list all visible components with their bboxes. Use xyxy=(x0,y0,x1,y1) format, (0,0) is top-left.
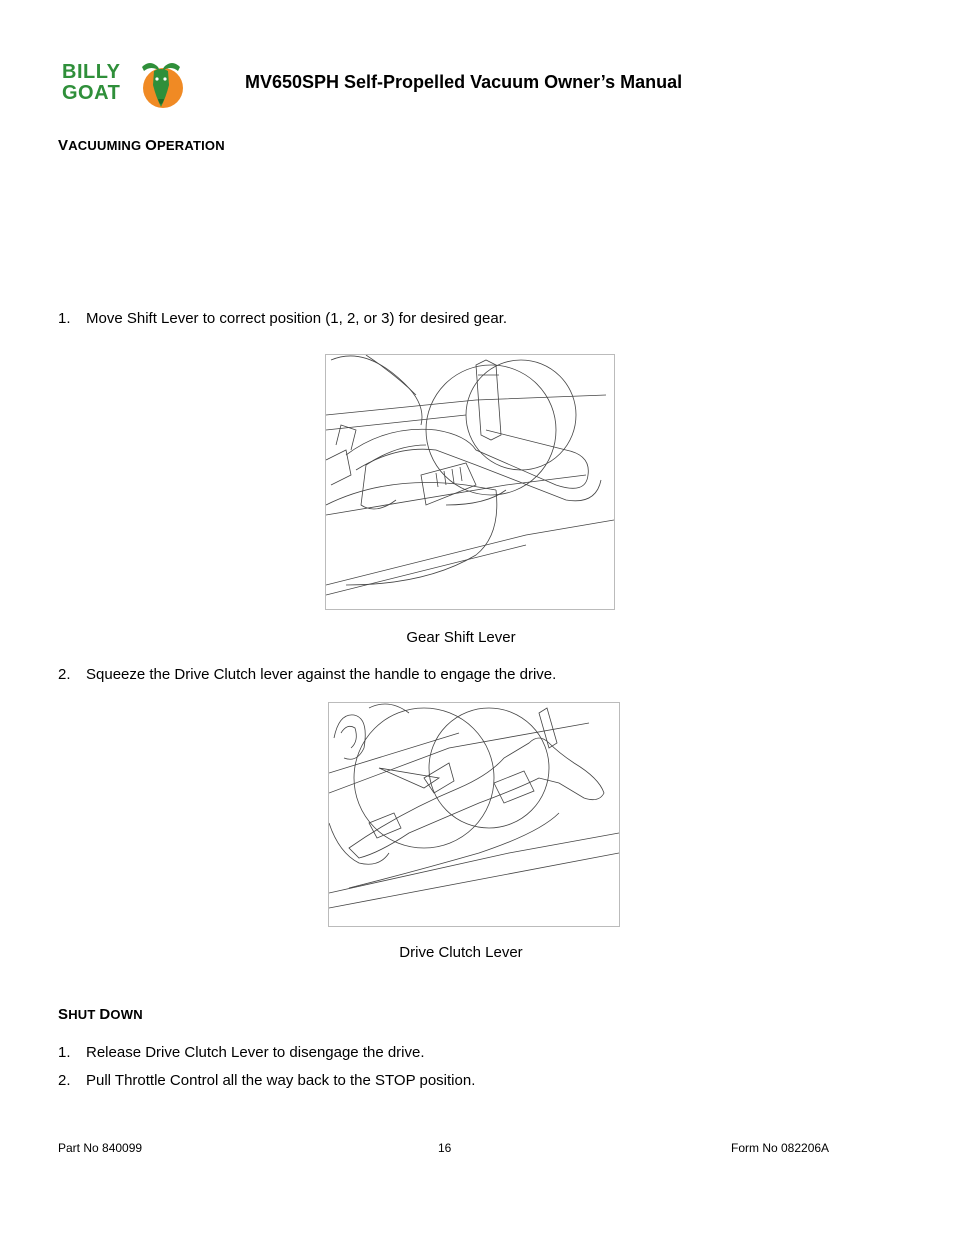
drive-clutch-lever-figure xyxy=(328,702,620,927)
logo-text-goat: GOAT xyxy=(62,82,121,104)
logo-text-billy: BILLY xyxy=(62,61,121,83)
figure-caption: Drive Clutch Lever xyxy=(399,944,523,961)
figure-caption: Gear Shift Lever xyxy=(406,629,516,646)
gear-shift-lever-figure xyxy=(325,354,615,610)
document-title: MV650SPH Self-Propelled Vacuum Owner’s Manual xyxy=(245,72,683,92)
goat-head-icon xyxy=(136,57,186,112)
billy-goat-logo xyxy=(58,57,186,112)
footer-form-number: Form No 082206A xyxy=(731,1141,830,1155)
footer-part-number: Part No 840099 xyxy=(58,1141,143,1155)
section-heading-vacuuming-operation: VACUUMING OPERATION xyxy=(58,137,225,154)
section-heading-shut-down: SHUT DOWN xyxy=(58,1006,143,1023)
footer-page-number: 16 xyxy=(438,1141,452,1155)
